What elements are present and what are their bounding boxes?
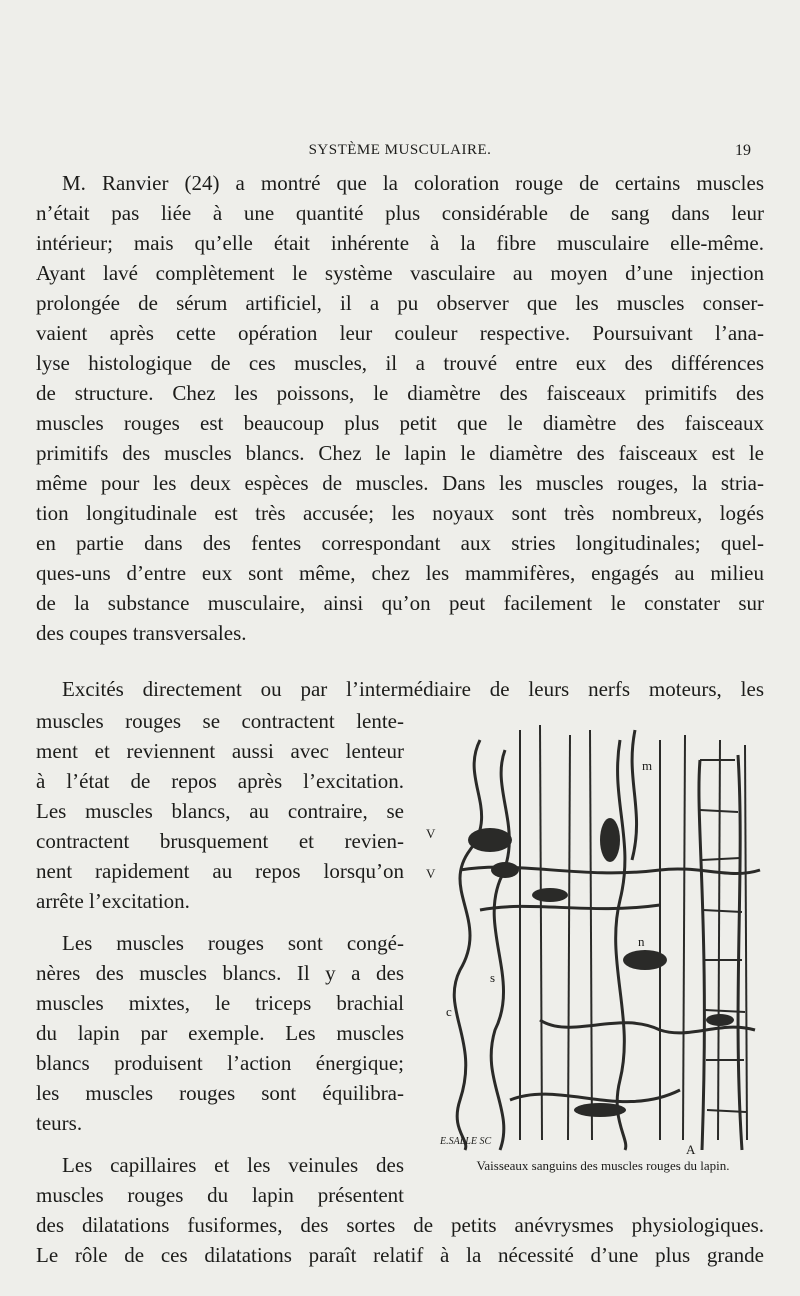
- text-line: des dilatations fusiformes, des sortes de petits anévrysmes physiologiques.: [36, 1213, 764, 1237]
- text-line: contractent brusquement et revien-: [36, 829, 404, 853]
- text-line: de la substance musculaire, ainsi qu’on peut facilement le constater sur: [36, 591, 764, 615]
- text-line: Ayant lavé complètement le système vasculaire au moyen d’une injection: [36, 261, 764, 285]
- text-line: primitifs des muscles blancs. Chez le lapin le diamètre des faisceaux est le: [36, 441, 764, 465]
- figure-label-v2: V: [426, 866, 436, 881]
- paragraph-excites: [36, 674, 764, 704]
- text-line: de structure. Chez les poissons, le diamètre des faisceaux primitifs des: [36, 381, 764, 405]
- text-line: muscles rouges est beaucoup plus petit que le diamètre des faisceaux: [36, 411, 764, 435]
- text-line: ment et reviennent aussi avec lenteur: [36, 739, 404, 763]
- text-line: même pour les deux espèces de muscles. Dans les muscles rouges, la stria-: [36, 471, 764, 495]
- paragraph-ranvier: [36, 168, 764, 648]
- paragraph-congeneres: [36, 928, 404, 1138]
- text-line: muscles mixtes, le triceps brachial: [36, 991, 404, 1015]
- text-line: Les muscles blancs, au contraire, se: [36, 799, 404, 823]
- figure-label-s: s: [490, 970, 496, 985]
- figure-label-n: n: [638, 934, 645, 949]
- text-line: muscles rouges du lapin présentent: [36, 1183, 404, 1207]
- text-line: Les muscles rouges sont congé-: [62, 931, 404, 955]
- figure-label-v1: V: [426, 826, 436, 841]
- text-line: ques-uns d’entre eux sont même, chez les mammifères, engagés au milieu: [36, 561, 764, 585]
- figure-label-m: m: [642, 758, 653, 773]
- text-line: intérieur; mais qu’elle était inhérente à la fibre musculaire elle-même.: [36, 231, 764, 255]
- figure-label-a: A: [686, 1142, 696, 1157]
- text-line: nères des muscles blancs. Il y a des: [36, 961, 404, 985]
- text-line: prolongée de sérum artificiel, il a pu observer que les muscles conser-: [36, 291, 764, 315]
- paragraph-excites-continued: [36, 706, 404, 916]
- text-line: muscles rouges se contractent lente-: [36, 709, 404, 733]
- figure-label-c: c: [446, 1004, 452, 1019]
- blood-vessels-illustration: [420, 720, 770, 1160]
- text-line: teurs.: [36, 1111, 83, 1135]
- text-line: Excités directement ou par l’intermédiaire de leurs nerfs moteurs, les: [62, 677, 764, 701]
- text-line: tion longitudinale est très accusée; les noyaux sont très nombreux, logés: [36, 501, 764, 525]
- text-line: les muscles rouges sont équilibra-: [36, 1081, 404, 1105]
- text-line: lyse histologique de ces muscles, il a trouvé entre eux des différences: [36, 351, 764, 375]
- text-line: vaient après cette opération leur couleur respective. Poursuivant l’ana-: [36, 321, 764, 345]
- engraver-signature: E.SALLE SC: [440, 1136, 492, 1147]
- text-line: des coupes transversales.: [36, 621, 247, 645]
- text-line: du lapin par exemple. Les muscles: [36, 1021, 404, 1045]
- text-line: en partie dans des fentes correspondant aux stries longitudinales; quel-: [36, 531, 764, 555]
- figure-caption: Vaisseaux sanguins des muscles rouges du lapin.: [476, 1158, 730, 1173]
- page-number: 19: [735, 142, 751, 159]
- text-line: M. Ranvier (24) a montré que la coloration rouge de certains muscles: [62, 171, 764, 195]
- text-line: arrête l’excitation.: [36, 889, 190, 913]
- text-line: blancs produisent l’action énergique;: [36, 1051, 404, 1075]
- text-line: n’était pas liée à une quantité plus considérable de sang dans leur: [36, 201, 764, 225]
- text-line: à l’état de repos après l’excitation.: [36, 769, 404, 793]
- text-line: nent rapidement au repos lorsqu’on: [36, 859, 404, 883]
- text-line: Les capillaires et les veinules des: [62, 1153, 404, 1177]
- running-header-title: SYSTÈME MUSCULAIRE.: [308, 142, 492, 158]
- text-line: Le rôle de ces dilatations paraît relatif à la nécessité d’une plus grande: [36, 1243, 764, 1267]
